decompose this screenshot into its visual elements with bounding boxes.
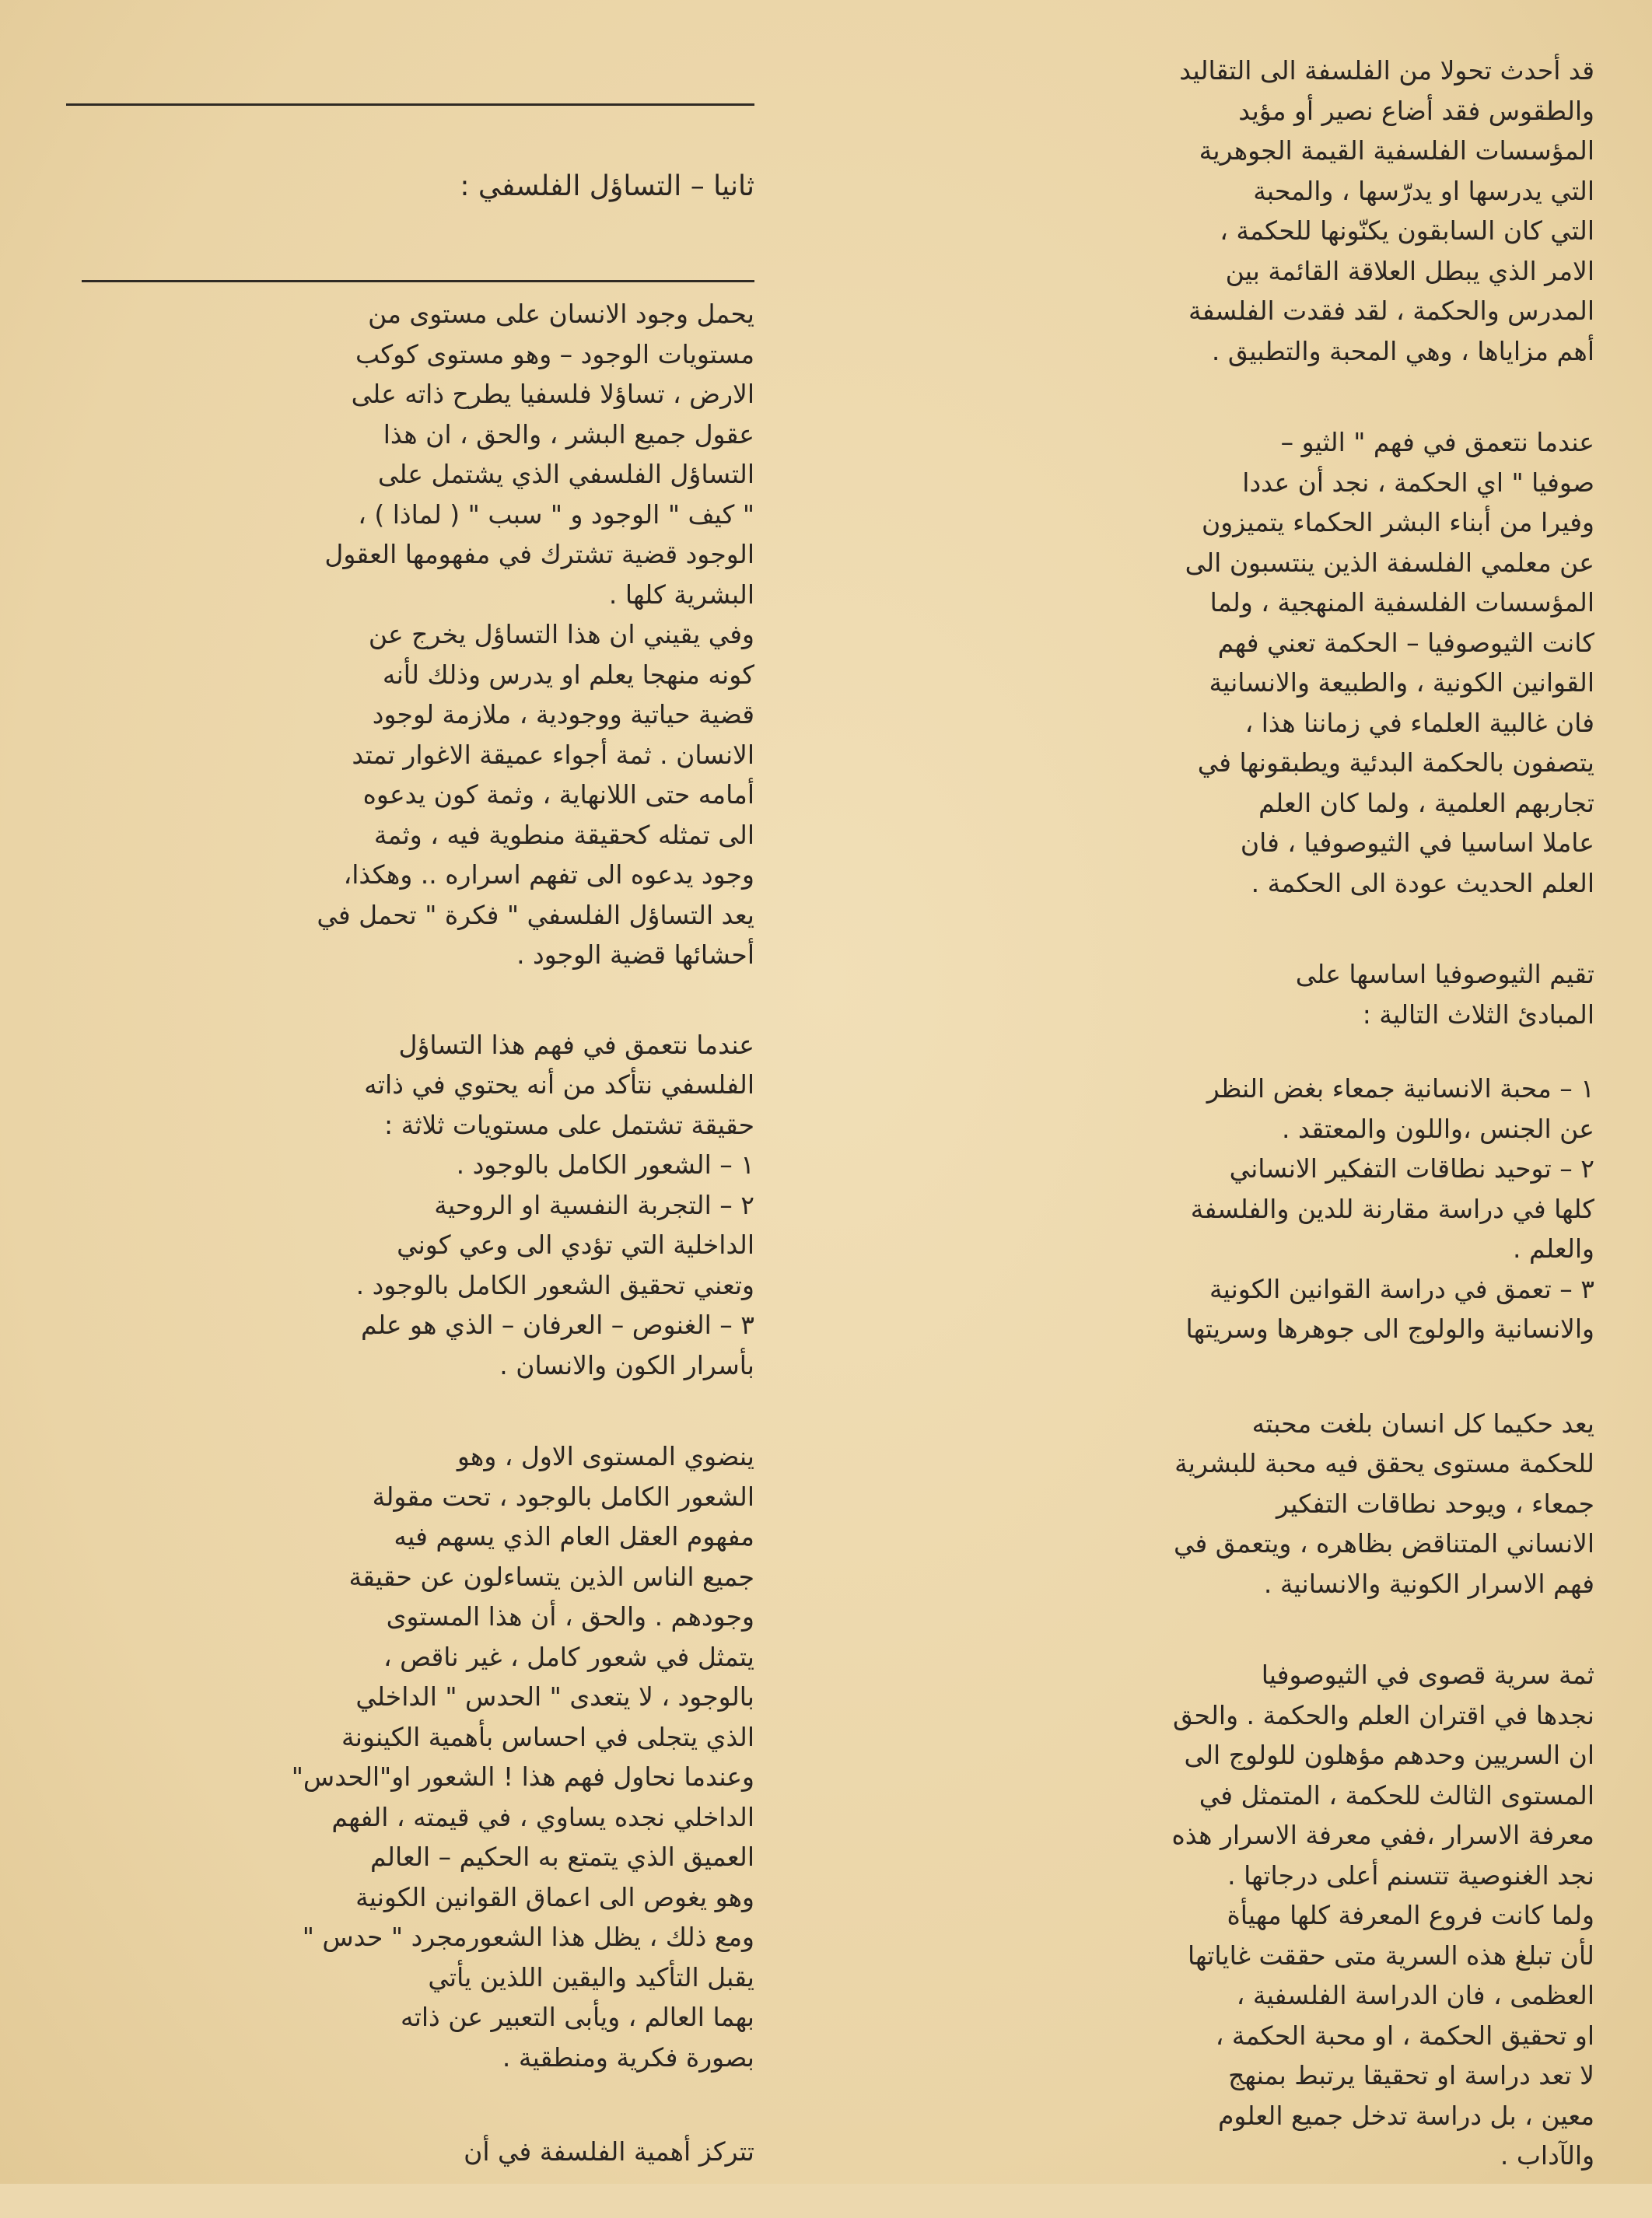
left-paragraph-1: يحمل وجود الانسان على مستوى من مستويات الوجود – وهو مستوى كوكب الارض ، تساؤلا فلسفيا يطرح ذاته على عقول جميع البشر ، والحق ، ان هذا التساؤل الفلسفي الذي يشتمل على " كيف " الوجود و " سبب " ( لماذا ) ، الوجود قضية تشترك في مفهومها العقول البشرية كلها . وفي يقيني ان هذا التساؤل يخرج عن كونه منهجا يعلم او يدرس وذلك لأنه قضية حياتية ووجودية ، ملازمة لوجود الانسان . ثمة أجواء عميقة الاغوار تمتد أمامه حتى اللانهاية ، وثمة كون يدعوه الى تمثله كحقيقة منطوية فيه ، وثمة وجود يدعوه الى تفهم اسراره .. وهكذا، يعد التساؤل الفلسفي " فكرة " تحمل في أحشائها قضية الوجود . xyxy=(317,299,754,970)
title-divider xyxy=(82,280,754,282)
left-paragraph-2: عندما نتعمق في فهم هذا التساؤل الفلسفي نتأكد من أنه يحتوي في ذاته حقيقة تشتمل على مستويات ثلاثة : ١ – الشعور الكامل بالوجود . ٢ – التجربة النفسية او الروحية الداخلية التي تؤدي الى وعي كوني وتعني تحقيق الشعور الكامل بالوجود . ٣ – الغنوص – العرفان – الذي هو علم بأسرار الكون والانسان . xyxy=(355,1029,754,1380)
principles-list: ١ – محبة الانسانية جمعاء بغض النظر عن الجنس ،واللون والمعتقد . ٢ – توحيد نطاقات التفكير الانساني كلها في دراسة مقارنة للدين والفلسفة والعلم . ٣ – تعمق في دراسة القوانين الكونية والانسانية والولوج الى جوهرها وسريتها xyxy=(1185,1073,1594,1344)
left-paragraph-3: ينضوي المستوى الاول ، وهو الشعور الكامل بالوجود ، تحت مقولة مفهوم العقل العام الذي يسهم فيه جميع الناس الذين يتساءلون عن حقيقة وجودهم . والحق ، أن هذا المستوى يتمثل في شعور كامل ، غير ناقص ، بالوجود ، لا يتعدى " الحدس " الداخلي الذي يتجلى في احساس بأهمية الكينونة وعندما نحاول فهم هذا ! الشعور او"الحدس" الداخلي نجده يساوي ، في قيمته ، الفهم العميق الذي يتمتع به الحكيم – العالم وهو يغوص الى اعماق القوانين الكونية ومع ذلك ، يظل هذا الشعورمجرد " حدس " يقبل التأكيد واليقين اللذين يأتي بهما العالم ، ويأبى التعبير عن ذاته بصورة فكرية ومنطقية . xyxy=(291,1441,754,2073)
left-paragraph-4: تتركز أهمية الفلسفة في أن xyxy=(464,2136,754,2167)
top-divider xyxy=(66,103,754,106)
right-paragraph-6: ثمة سرية قصوى في الثيوصوفيا نجدها في اقتران العلم والحكمة . والحق ان السريين وحدهم مؤهلون للولوج الى المستوى الثالث للحكمة ، المتمثل في معرفة الاسرار ،ففي معرفة الاسرار هذه نجد الغنوصية تتسنم أعلى درجاتها . ولما كانت فروع المعرفة كلها مهيأة لأن تبلغ هذه السرية متى حققت غاياتها العظمى ، فان الدراسة الفلسفية ، او تحقيق الحكمة ، او محبة الحكمة ، لا تعد دراسة او تحقيقا يرتبط بمنهج معين ، بل دراسة تدخل جميع العلوم والآداب . xyxy=(1171,1660,1594,2171)
right-paragraph-2: عندما نتعمق في فهم " الثيو – صوفيا " اي الحكمة ، نجد أن عددا وفيرا من أبناء البشر الحكماء يتميزون عن معلمي الفلسفة الذين ينتسبون الى المؤسسات الفلسفية المنهجية ، ولما كانت الثيوصوفيا – الحكمة تعني فهم القوانين الكونية ، والطبيعة والانسانية فان غالبية العلماء في زماننا هذا ، يتصفون بالحكمة البدئية ويطبقونها في تجاربهم العلمية ، ولما كان العلم عاملا اساسيا في الثيوصوفيا ، فان العلم الحديث عودة الى الحكمة . xyxy=(1185,427,1594,898)
right-paragraph-5: يعد حكيما كل انسان بلغت محبته للحكمة مستوى يحقق فيه محبة للبشرية جمعاء ، ويوحد نطاقات التفكير الانساني المتناقض بظاهره ، ويتعمق في فهم الاسرار الكونية والانسانية . xyxy=(1173,1408,1594,1599)
right-column xyxy=(902,51,1594,2218)
right-paragraph-3: تقيم الثيوصوفيا اساسها على المبادئ الثلاث التالية : xyxy=(1295,959,1594,1030)
section-title: ثانيا – التساؤل الفلسفي : xyxy=(460,170,754,202)
left-column xyxy=(54,294,754,2214)
right-paragraph-1: قد أحدث تحولا من الفلسفة الى التقاليد والطقوس فقد أضاع نصير أو مؤيد المؤسسات الفلسفية القيمة الجوهرية التي يدرسها او يدرّسها ، والمحبة التي كان السابقون يكنّونها للحكمة ، الامر الذي يبطل العلاقة القائمة بين المدرس والحكمة ، لقد فقدت الفلسفة أهم مزاياها ، وهي المحبة والتطبيق . xyxy=(1179,55,1594,366)
